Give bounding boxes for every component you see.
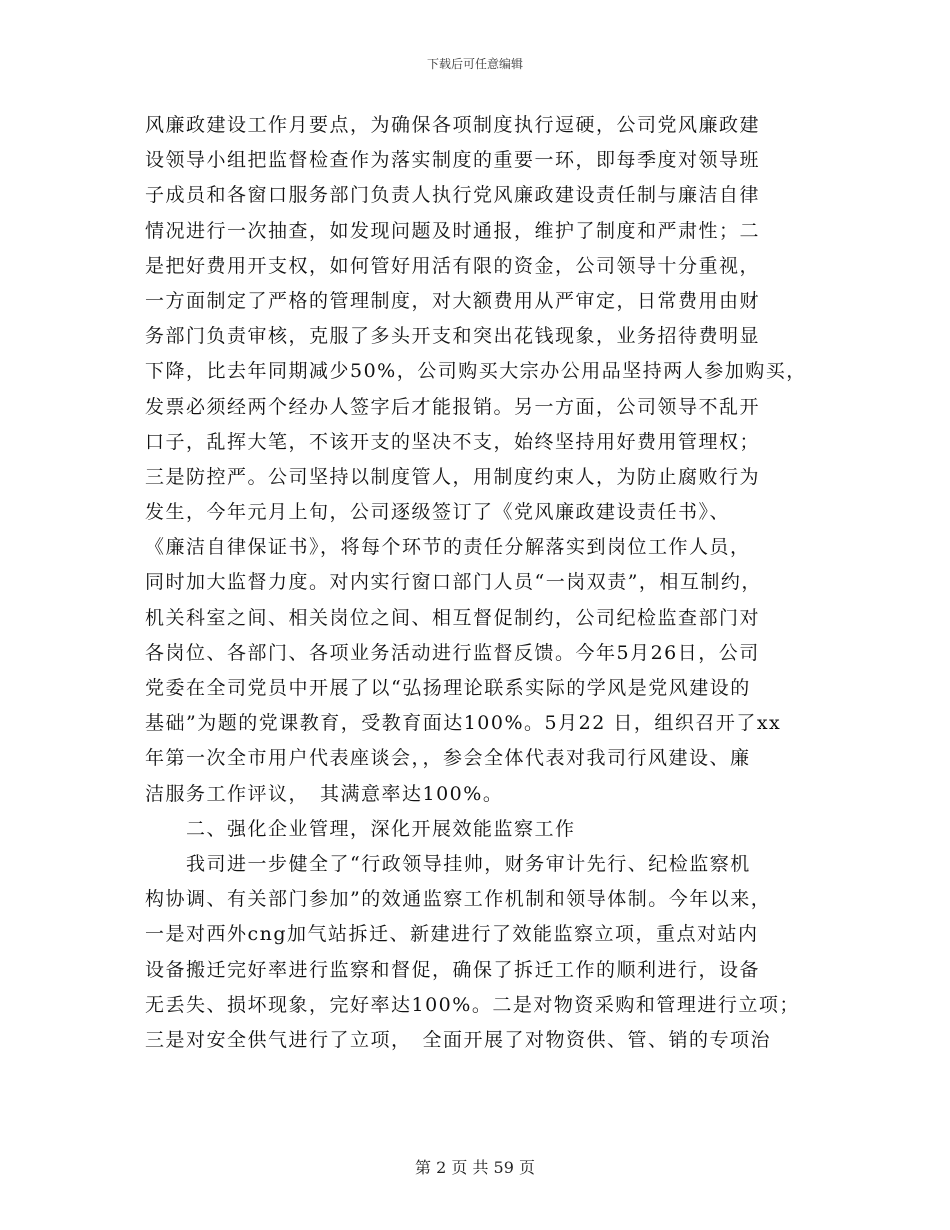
text-line: 《廉洁自律保证书》，将每个环节的责任分解落实到岗位工作人员， — [145, 536, 751, 559]
text-line: 一是对西外cng加气站拆迁、新建进行了效能监察立项，重点对站内 — [145, 923, 759, 946]
text-line: 发生，今年元月上旬，公司逐级签订了《党风廉政建设责任书》、 — [145, 501, 731, 524]
text-line: 一方面制定了严格的管理制度，对大额费用从严审定，日常费用由财 — [145, 289, 761, 312]
page-footer: 第 2 页 共 59 页 — [415, 1158, 535, 1177]
text-line: 下降，比去年同期减少50%，公司购买大宗办公用品坚持两人参加购买， — [145, 360, 807, 383]
text-line: 机关科室之间、相关岗位之间、相互督促制约，公司纪检监查部门对 — [145, 606, 761, 629]
text-line: 基础”为题的党课教育，受教育面达100%。5月22 日，组织召开了xx — [145, 712, 782, 735]
text-line: 构协调、有关部门参加”的效通监察工作机制和领导体制。今年以来， — [145, 888, 772, 911]
text-line: 同时加大监督力度。对内实行窗口部门人员“一岗双责”，相互制约， — [145, 571, 762, 594]
text-line: 无丢失、损坏现象，完好率达100%。二是对物资采购和管理进行立项； — [145, 993, 800, 1016]
text-line: 是把好费用开支权，如何管好用活有限的资金，公司领导十分重视， — [145, 254, 761, 277]
text-line: 洁服务工作评议， 其满意率达100%。 — [145, 782, 504, 805]
document-body — [145, 108, 835, 1058]
text-line: 设领导小组把监督检查作为落实制度的重要一环，即每季度对领导班 — [145, 149, 761, 172]
section-heading: 二、强化企业管理，深化开展效能监察工作 — [145, 817, 576, 840]
text-line: 三是对安全供气进行了立项， 全面开展了对物资供、管、销的专项治 — [145, 1028, 772, 1051]
text-line: 发票必须经两个经办人签字后才能报销。另一方面，公司领导不乱开 — [145, 395, 761, 418]
text-line: 我司进一步健全了“行政领导挂帅，财务审计先行、纪检监察机 — [145, 852, 751, 875]
text-line: 三是防控严。公司坚持以制度管人，用制度约束人，为防止腐败行为 — [145, 465, 761, 488]
text-line: 情况进行一次抽查，如发现问题及时通报，维护了制度和严肃性；二 — [145, 219, 761, 242]
text-line: 风廉政建设工作月要点，为确保各项制度执行逗硬，公司党风廉政建 — [145, 114, 761, 136]
text-line: 设备搬迁完好率进行监察和督促，确保了拆迁工作的顺利进行，设备 — [145, 958, 761, 981]
text-line: 各岗位、各部门、各项业务活动进行监督反馈。今年5月26日，公司 — [145, 641, 760, 664]
text-line: 党委在全司党员中开展了以“弘扬理论联系实际的学风是党风建设的 — [145, 677, 751, 699]
text-line: 务部门负责审核，克服了多头开支和突出花钱现象，业务招待费明显 — [145, 325, 761, 348]
text-line: 子成员和各窗口服务部门负责人执行党风廉政建设责任制与廉洁自律 — [145, 184, 761, 207]
page-header: 下载后可任意编辑 — [426, 57, 523, 71]
text-line: 口子，乱挥大笔，不该开支的坚决不支，始终坚持用好费用管理权； — [145, 430, 761, 453]
text-line: 年第一次全市用户代表座谈会，，参会全体代表对我司行风建设、廉 — [145, 747, 751, 770]
